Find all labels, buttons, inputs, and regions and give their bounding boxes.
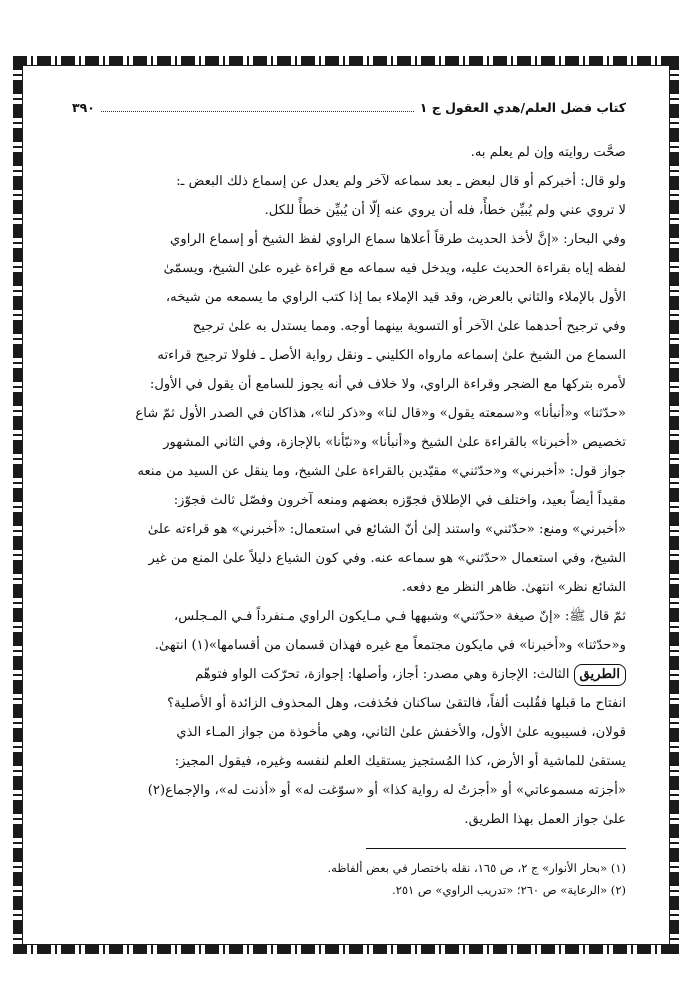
section-label: الطريق	[574, 664, 626, 686]
text-line: «أخبرني» ومنع: «حدّثني» واستند إلىٰ أنّ الشائع في استعمال: «أخبرني» هو قراءته علىٰ	[147, 522, 626, 537]
text-line: لأمره بتركها مع الضجر وقراءة الراوي، ولا خلاف في أنه يجوز للسامع أن يقول في الأول:	[149, 377, 626, 392]
text-line: يستقىٰ للماشية أو الأرض، كذا المُستجيز يستقيك العلم لنفسه وغيره، فيقول المجيز:	[174, 754, 626, 769]
text-line: جواز قول: «أخبرني» و«حدّثني» مقيّدين بالقراءة علىٰ الشيخ، وما ينقل عن السيد من منعه	[137, 464, 626, 479]
text-line: وفي ترجيح أحدهما علىٰ الآخر أو التسوية بينهما أوجه. ومما يستدل به علىٰ ترجيح	[192, 319, 626, 334]
text-line: الشائع نظر» انتهىٰ. ظاهر النظر مع دفعه.	[401, 580, 626, 595]
text-line: لفظه إياه بقراءة الحديث عليه، ويدخل فيه سماعه مع قراءة غيره علىٰ الشيخ، ويسمّىٰ	[163, 261, 626, 276]
ornamental-border-bottom	[13, 944, 679, 954]
text-line: تخصيص «أخبرنا» بالقراءة علىٰ الشيخ و«أنبأنا» و«نبّأنا» بالإجازة، وفي الثاني المشهور	[163, 435, 626, 450]
text-line: مقيداً أيضاً بعيد، واختلف في الإطلاق فجوّزه بعضهم ومنعه آخرون وفصّل ثالث فجوّز:	[173, 493, 626, 508]
section-line-text: الثالث: الإجازة وهي مصدر: أجاز، وأصلها: إجوازة، تحرّكت الواو فتوهّم	[195, 667, 570, 682]
book-title: كتاب فضل العلم/هدي العقول ج ١	[419, 99, 626, 115]
text-line: ولو قال: أخبركم أو قال لبعض ـ بعد سماعه لآخر ولم يعدل عن إسماع ذلك البعض ـ:	[176, 174, 626, 189]
footnote-separator	[366, 848, 626, 849]
text-line: علىٰ جواز العمل بهذا الطريق.	[464, 812, 626, 827]
page-number: ٣٩٠	[72, 99, 95, 115]
body-text	[72, 138, 626, 834]
text-line: السماع من الشيخ علىٰ إسماعه مارواه الكليني ـ ونقل رواية الأصل ـ فلولا ترجيح قراءته	[157, 348, 626, 363]
footnote: (١) «بحار الأنوار» ج ٢، ص ١٦٥، نقله باختصار في بعض ألفاظه.	[327, 861, 626, 875]
footnotes	[72, 857, 626, 901]
page-content	[72, 96, 626, 901]
running-head	[72, 96, 626, 118]
text-line: «أجزته مسموعاتي» أو «أجزتُ له رواية كذا» أو «سوّغت له» أو «أذنت له»، والإجماع(٢)	[147, 783, 626, 798]
footnote: (٢) «الرعاية» ص ٢٦٠؛ «تدريب الراوي» ص ٢٥١.	[392, 883, 626, 897]
text-line: و«حدّثنا» و«أخبرنا» في مايكون مجتمعاً مع غيره فهذان قسمان من أقسامها»(١) انتهىٰ.	[154, 638, 626, 653]
text-line: وفي البحار: «إنَّ لأخذ الحديث طرقاً أعلاها سماع الراوي لفظ الشيخ أو إسماع الراوي	[170, 232, 626, 247]
text-line: ثمّ قال ﷺ: «إنّ صيغة «حدّثني» وشبهها فـي مـايكون الراوي مـنفرداً فـي المـجلس،	[173, 609, 626, 624]
text-line: صحَّت روايته وإن لم يعلم به.	[470, 145, 626, 160]
ornamental-border-right	[669, 56, 679, 954]
text-line: «حدّثنا» و«أنبأنا» و«سمعته يقول» و«قال لنا» و«ذكر لنا»، هذاكان في الصدر الأول ثمّ شاع	[135, 406, 626, 421]
text-line: قولان، فسيبويه علىٰ الأول، والأخفش علىٰ الثاني، وهي مأخوذة من جواز المـاء الذي	[176, 725, 626, 740]
text-line: انفتاح ما قبلها فقُلبت ألفاً، فالتقىٰ ساكنان فحُذفت، وهل المحذوف الزائدة أو الأصلية؟	[167, 696, 626, 711]
section-line	[72, 660, 626, 689]
text-line: الشيخ، وفي استعمال «حدّثني» هو سماعه عنه. وفي كون الشياع دليلاً علىٰ المنع من غير	[148, 551, 626, 566]
leader-dots	[101, 103, 414, 112]
text-line: لا تروي عني ولم يُبيِّن خطأً، فله أن يروي عنه إلّا أن يُبيِّن خطأً للكل.	[264, 203, 626, 218]
text-line: الأول بالإملاء والثاني بالعرض، وقد قيد الإملاء بما إذا كتب الراوي ما يسمعه من شيخه،	[165, 290, 626, 305]
